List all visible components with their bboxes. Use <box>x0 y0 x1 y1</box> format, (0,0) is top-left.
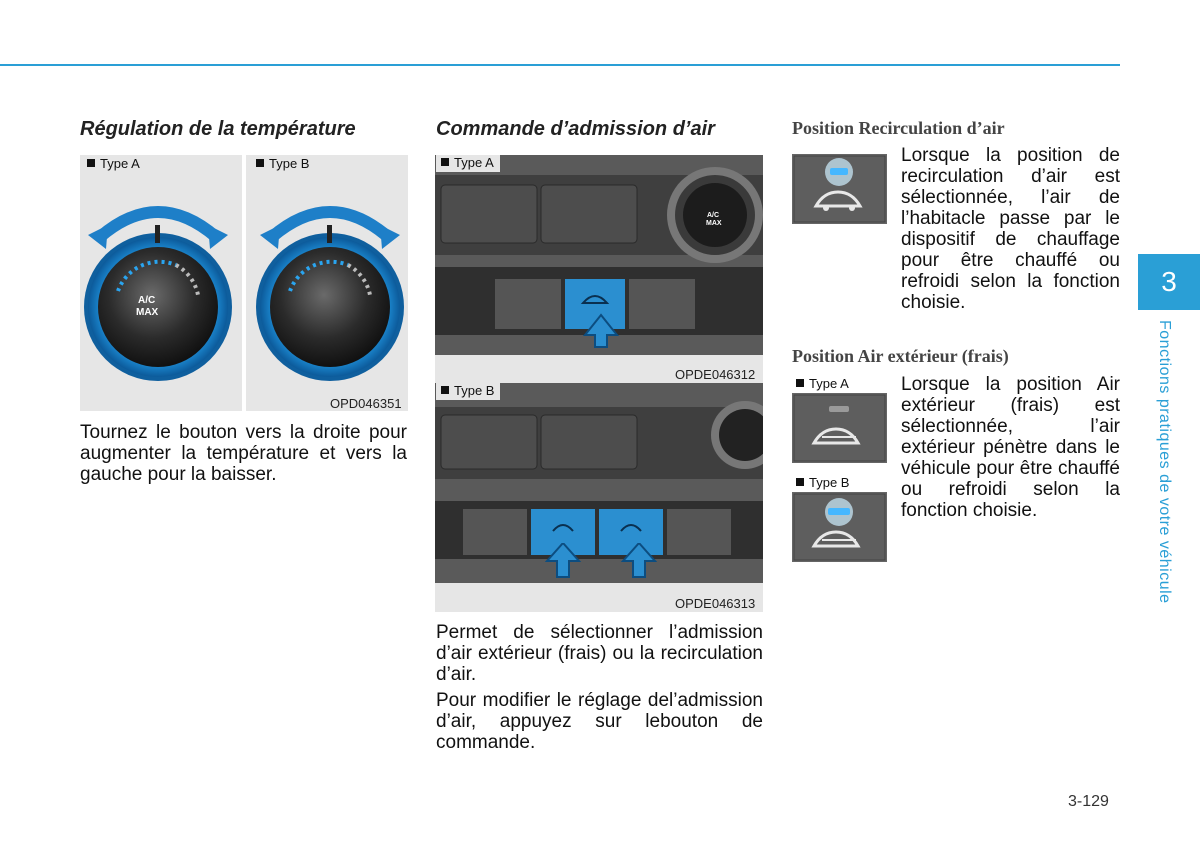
svg-text:A/C: A/C <box>138 295 156 306</box>
recirculation-description: Lorsque la position de recirculation d’air est sélectionnée, l’air de l’habitacle passe par le dispositif de chauffage pour être chauffé ou refroidi selon la fonction choisie. <box>901 145 1120 313</box>
temperature-knob-icon <box>80 195 242 405</box>
figure-code: OPD046351 <box>330 396 402 411</box>
fresh-air-icon-type-a <box>792 393 887 463</box>
figure1-code: OPDE046312 <box>675 367 756 382</box>
figure1-type-label: Type A <box>436 155 500 172</box>
figure2-code: OPDE046313 <box>675 596 756 611</box>
figure-panel-type-b <box>435 383 763 612</box>
svg-text:MAX: MAX <box>136 307 159 318</box>
fresh-air-icon-type-b <box>792 492 887 562</box>
chapter-title-vertical: Fonctions pratiques de votre véhicule <box>1156 320 1173 604</box>
air-intake-description-2: Pour modifier le réglage del’admission d’air, appuyez sur lebouton de commande. <box>436 690 763 753</box>
temperature-knob-b-icon <box>246 195 408 405</box>
svg-text:A/C: A/C <box>707 212 720 219</box>
header-rule <box>0 64 1120 66</box>
section-heading-air-intake: Commande d’admission d’air <box>436 118 715 140</box>
control-panel-a-illustration <box>435 155 763 383</box>
fresh-type-b-label: Type B <box>796 475 849 490</box>
fresh-type-a-label: Type A <box>796 376 849 391</box>
svg-text:MAX: MAX <box>706 220 722 227</box>
recirculation-icon <box>792 154 887 224</box>
fresh-air-description: Lorsque la position Air extérieur (frais) est sélectionnée, l’air extérieur pénètre dans le véhicule pour être chauffé ou refroidi selon la fonction choisie. <box>901 374 1120 521</box>
section-heading-temperature: Régulation de la température <box>80 118 356 140</box>
fresh-air-heading: Position Air extérieur (frais) <box>792 346 1009 366</box>
figure-panel-type-a <box>435 155 763 383</box>
chapter-tab: 3 <box>1138 254 1200 310</box>
temperature-description: Tournez le bouton vers la droite pour augmenter la température et vers la gauche pour la baisser. <box>80 422 407 485</box>
figure-knob-type-b <box>246 155 408 411</box>
page-number: 3-129 <box>1068 793 1109 810</box>
figure2-type-label: Type B <box>436 383 500 400</box>
figure-type-a-label: Type A <box>87 156 140 171</box>
air-intake-description-1: Permet de sélectionner l’admission d’air extérieur (frais) ou la recirculation d’air. <box>436 622 763 685</box>
figure-knob-type-a <box>80 155 242 411</box>
arrow-up-icon <box>541 543 691 579</box>
figure-type-b-label: Type B <box>256 156 309 171</box>
recirculation-heading: Position Recirculation d’air <box>792 118 1005 138</box>
